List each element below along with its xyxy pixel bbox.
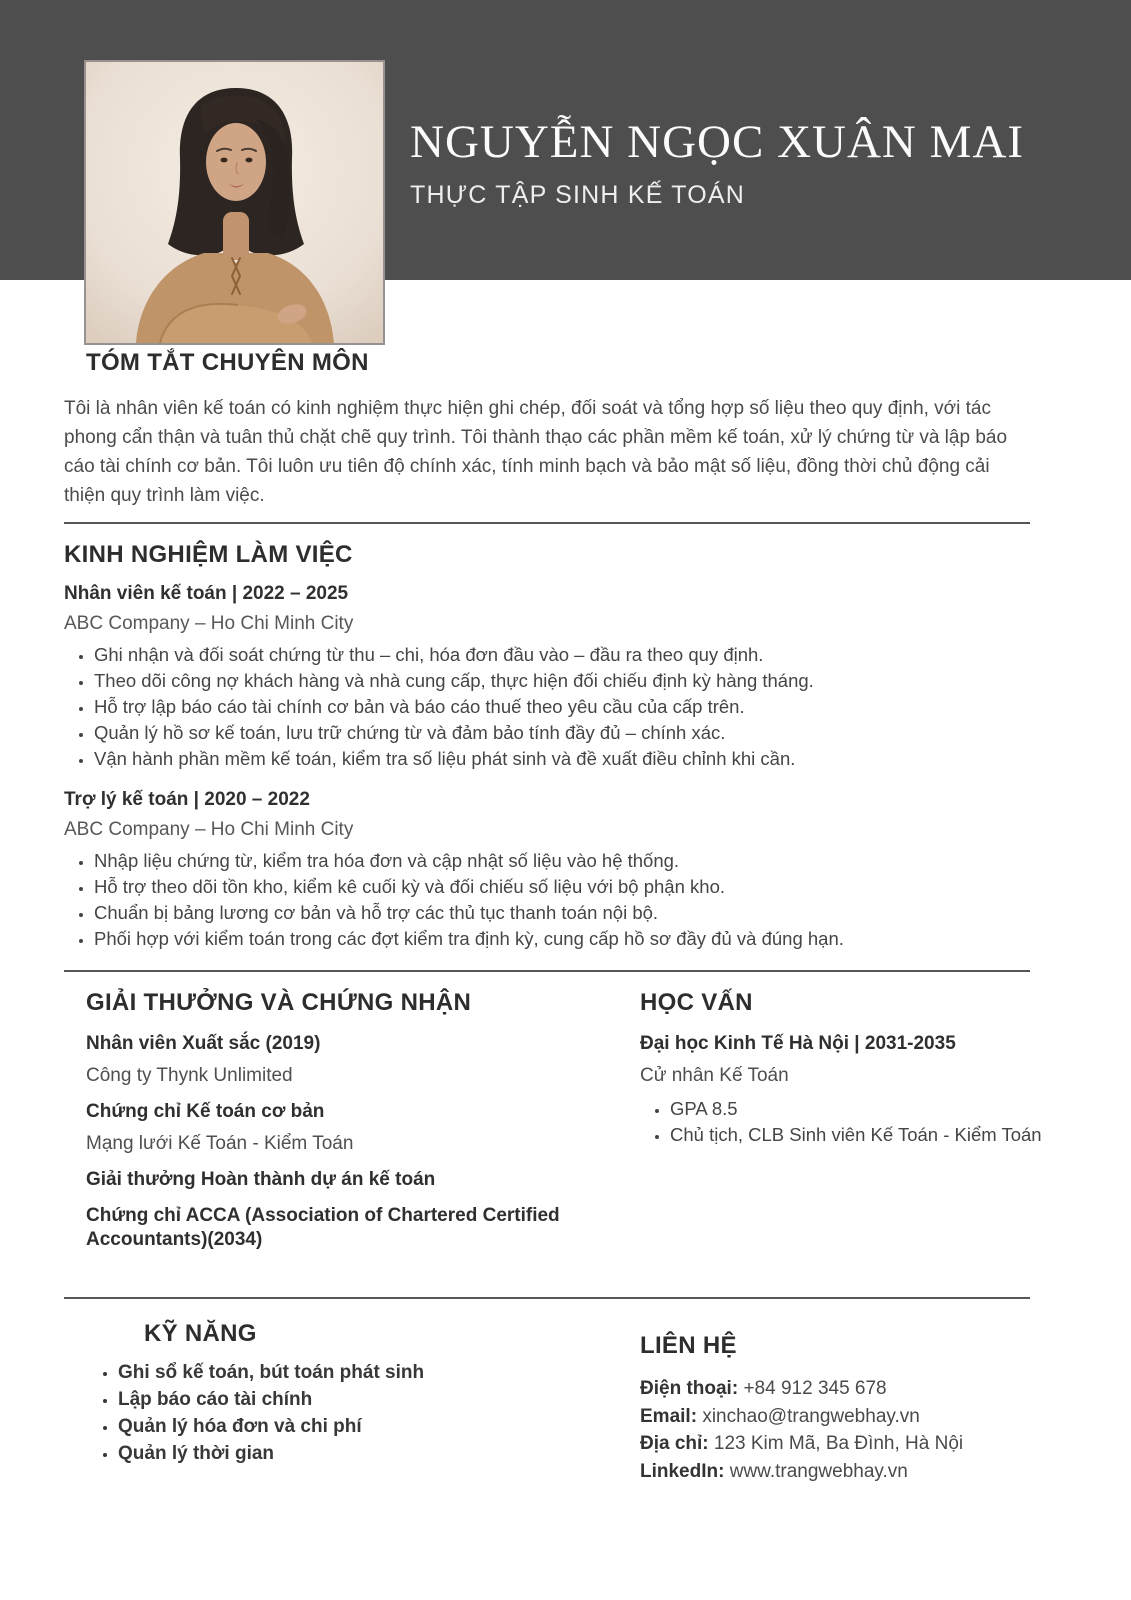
education-bullet: • GPA 8.5 (670, 1096, 1067, 1122)
job-bullet: • Quản lý hồ sơ kế toán, lưu trữ chứng từ và đảm bảo tính đầy đủ – chính xác. (94, 720, 1067, 746)
profile-photo (84, 60, 385, 345)
job-bullet-list (64, 848, 1067, 952)
contact-phone (640, 1375, 1067, 1403)
contact-label: Điện thoại: (640, 1378, 739, 1399)
contact-label: LinkedIn: (640, 1460, 725, 1482)
contact-email (640, 1403, 1067, 1431)
skills-contact-row (64, 1299, 1067, 1485)
job-bullet: • Nhập liệu chứng từ, kiểm tra hóa đơn và cập nhật số liệu vào hệ thống. (94, 848, 1067, 874)
contact-value: www.trangwebhay.vn (729, 1460, 908, 1482)
job-title: Nhân viên kế toán | 2022 – 2025 (64, 583, 349, 604)
skill-item: • Lập báo cáo tài chính (118, 1386, 438, 1413)
contact-label: Email: (640, 1405, 698, 1427)
job-bullet: • Chuẩn bị bảng lương cơ bản và hỗ trợ các thủ tục thanh toán nội bộ. (94, 900, 1067, 926)
contact-list (640, 1375, 1067, 1485)
contact-label: Địa chỉ: (640, 1433, 709, 1454)
job-bullet: • Theo dõi công nợ khách hàng và nhà cung cấp, thực hiện đối chiếu định kỳ hàng tháng. (94, 668, 1067, 694)
skill-item: • Quản lý hóa đơn và chi phí (118, 1413, 438, 1440)
profile-photo-illustration (86, 62, 383, 343)
award-title: Chứng chỉ Kế toán cơ bản (86, 1101, 325, 1122)
contact-heading: LIÊN HỆ (640, 1332, 737, 1359)
award-subtitle: Mạng lưới Kế Toán - Kiểm Toán (86, 1133, 354, 1154)
job-bullet: • Phối hợp với kiểm toán trong các đợt kiểm tra định kỳ, cung cấp hồ sơ đầy đủ và đúng hạn. (94, 926, 1067, 952)
skill-item: • Ghi sổ kế toán, bút toán phát sinh (118, 1359, 438, 1386)
education-bullet-list (640, 1096, 1067, 1148)
award-subtitle: Công ty Thynk Unlimited (86, 1065, 293, 1086)
job-role-subtitle: THỰC TẬP SINH KẾ TOÁN (410, 181, 746, 209)
experience-heading: KINH NGHIỆM LÀM VIỆC (64, 541, 353, 568)
job-bullet: • Hỗ trợ lập báo cáo tài chính cơ bản và báo cáo thuế theo yêu cầu của cấp trên. (94, 694, 1067, 720)
skill-item: • Quản lý thời gian (118, 1440, 438, 1467)
person-name: NGUYỄN NGỌC XUÂN MAI (410, 116, 1024, 168)
summary-heading: TÓM TẮT CHUYÊN MÔN (86, 349, 369, 376)
section-skills (64, 1299, 640, 1485)
job-entry (64, 582, 1067, 772)
section-experience (64, 540, 1067, 952)
job-bullet: • Hỗ trợ theo dõi tồn kho, kiểm kê cuối kỳ và đối chiếu số liệu với bộ phận kho. (94, 874, 1067, 900)
award-title: Chứng chỉ ACCA (Association of Chartered Certified Accountants)(2034) (86, 1205, 560, 1250)
awards-education-row (64, 972, 1067, 1252)
education-bullet: • Chủ tịch, CLB Sinh viên Kế Toán - Kiểm Toán (670, 1122, 1067, 1148)
awards-heading: GIẢI THƯỞNG VÀ CHỨNG NHẬN (86, 989, 472, 1016)
job-bullet: • Vận hành phần mềm kế toán, kiểm tra số liệu phát sinh và đề xuất điều chỉnh khi cần. (94, 746, 1067, 772)
contact-value: +84 912 345 678 (743, 1378, 887, 1399)
section-contact (640, 1299, 1067, 1485)
skills-list (86, 1359, 438, 1467)
award-title: Giải thưởng Hoàn thành dự án kế toán (86, 1169, 436, 1190)
award-title: Nhân viên Xuất sắc (2019) (86, 1033, 321, 1054)
job-bullet: • Ghi nhận và đối soát chứng từ thu – chi, hóa đơn đầu vào – đầu ra theo quy định. (94, 642, 1067, 668)
section-awards (64, 972, 640, 1252)
contact-value: 123 Kim Mã, Ba Đình, Hà Nội (713, 1433, 964, 1454)
job-company: ABC Company – Ho Chi Minh City (64, 819, 354, 840)
section-summary (64, 348, 1067, 510)
education-school: Đại học Kinh Tế Hà Nội | 2031-2035 (640, 1033, 956, 1054)
job-entry (64, 788, 1067, 952)
contact-linkedin (640, 1458, 1067, 1486)
divider (64, 522, 1030, 524)
education-heading: HỌC VẤN (640, 989, 753, 1016)
job-company: ABC Company – Ho Chi Minh City (64, 613, 354, 634)
contact-address (640, 1430, 1067, 1458)
resume-body (0, 280, 1131, 1485)
summary-text: Tôi là nhân viên kế toán có kinh nghiệm thực hiện ghi chép, đối soát và tổng hợp số liệu theo quy định, với tác phong cẩn thận và tuân thủ chặt chẽ quy trình. Tôi thành thạo các phần mềm kế toán, xử lý chứng từ và lập báo cáo tài chính cơ bản. Tôi luôn ưu tiên độ chính xác, tính minh bạch và bảo mật số liệu, đồng thời chủ động cải thiện quy trình làm việc. (64, 398, 1008, 506)
section-education (640, 972, 1067, 1252)
header-text-block (410, 114, 1024, 210)
skills-heading: KỸ NĂNG (144, 1320, 257, 1347)
job-bullet-list (64, 642, 1067, 772)
education-degree: Cử nhân Kế Toán (640, 1065, 789, 1086)
contact-value: xinchao@trangwebhay.vn (702, 1405, 920, 1427)
job-title: Trợ lý kế toán | 2020 – 2022 (64, 789, 310, 810)
